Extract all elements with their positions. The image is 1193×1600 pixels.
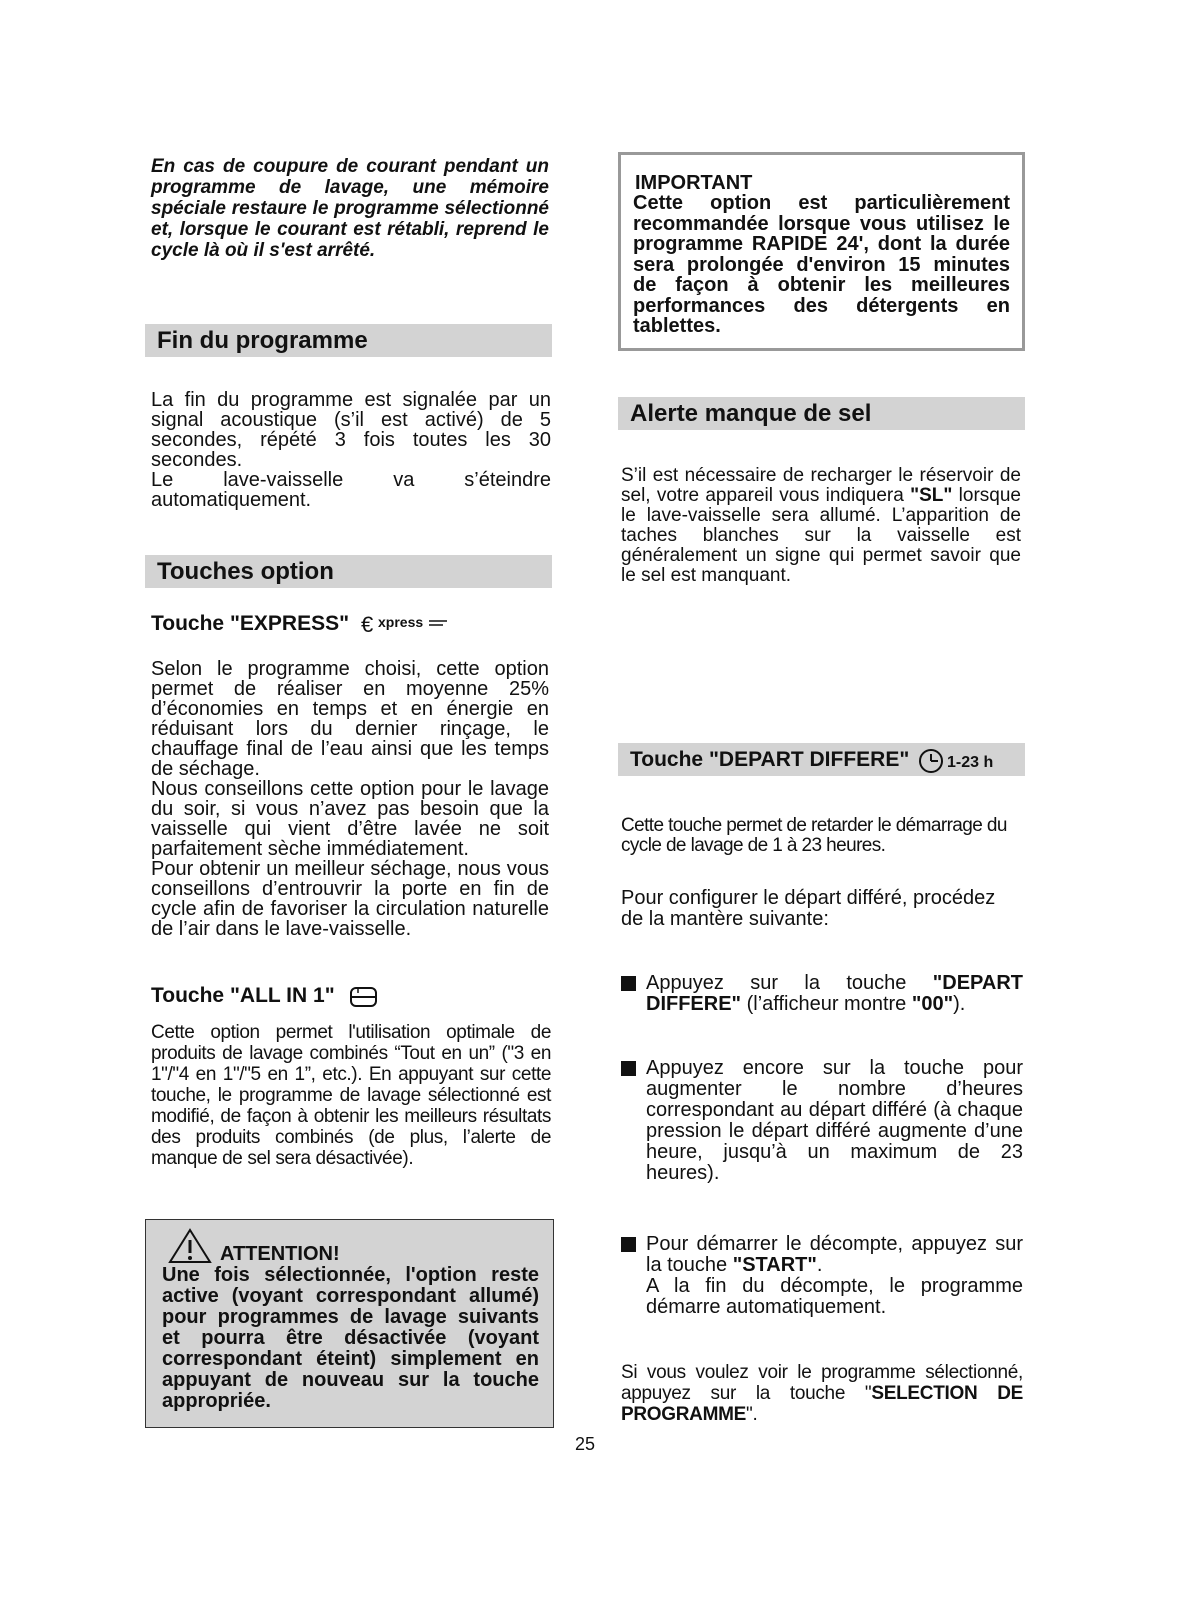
section-title-touches-option: Touches option xyxy=(145,555,552,588)
section-title-fin-programme: Fin du programme xyxy=(145,324,552,357)
important-title: IMPORTANT xyxy=(635,172,753,194)
warning-icon xyxy=(168,1228,212,1264)
express-heading xyxy=(151,612,451,637)
section-title-depart-differe xyxy=(618,743,1025,776)
step-3-text-c: A la fin du décompte, le programme démarre automatiquement. xyxy=(646,1275,1023,1318)
sel-text-part-1: S’il est nécessaire de recharger le réservoir de sel, votre appareil vous indiquera xyxy=(621,465,1021,506)
depart-step-1 xyxy=(621,973,1023,1015)
express-paragraph-3: Pour obtenir un meilleur séchage, nous vous conseillons d’entrouvrir la porte en fin de cycle afin de favoriser la circulation naturelle de l’air dans le lave-vaisselle. xyxy=(151,858,549,940)
depart-p3-text-b: ". xyxy=(746,1404,758,1425)
depart-paragraph-1: Cette touche permet de retarder le démarrage du cycle de lavage de 1 à 23 heures. xyxy=(621,815,1007,856)
sel-text xyxy=(621,466,1021,586)
step-1-display: "00" xyxy=(911,993,954,1015)
express-heading-label: Touche "EXPRESS" xyxy=(151,612,350,635)
depart-step-2-text: Appuyez encore sur la touche pour augmenter le nombre d’heures correspondant au départ différé (à chaque pression le départ différé augmente d’une heure, jusqu’à un maximum de 23 heures). xyxy=(646,1057,1023,1184)
express-paragraph-1: Selon le programme choisi, cette option permet de réaliser en moyenne 25% d’économies en temps et en énergie en réduisant lors du dernier rinçage, le chauffage final de l’eau ainsi que les temps de séchage. xyxy=(151,658,549,780)
step-1-text-b: (l’afficheur montre xyxy=(741,993,912,1015)
svg-text:€: € xyxy=(360,612,374,637)
step-1-text-a: Appuyez sur la touche xyxy=(646,972,933,994)
delay-timer-icon-text: 1-23 h xyxy=(947,753,994,771)
attention-title: ATTENTION! xyxy=(220,1243,340,1265)
step-3-text-a: Pour démarrer le décompte, appuyez sur la touche xyxy=(646,1233,1023,1276)
power-cut-note: En cas de coupure de courant pendant un programme de lavage, une mémoire spéciale restaure le programme sélectionné et, lorsque le courant est rétabli, reprend le cycle là où il s'est arrêté. xyxy=(151,156,549,261)
fin-programme-paragraph-1: La fin du programme est signalée par un signal acoustique (s’il est activé) de 5 secondes, répété 3 fois toutes les 30 secondes. xyxy=(151,389,551,471)
delay-timer-icon xyxy=(917,743,1003,777)
important-box xyxy=(618,152,1025,351)
depart-paragraph-2: Pour configurer le départ différé, procédez de la mantère suivante: xyxy=(621,887,996,930)
sel-code: "SL" xyxy=(910,485,953,506)
step-1-text-c: ). xyxy=(953,993,966,1015)
depart-differe-title: Touche "DEPART DIFFERE" xyxy=(630,748,910,771)
important-text: Cette option est particulièrement recommandée lorsque vous utilisez le programme RAPIDE 24', dont la durée sera prolongée d'environ 15 minutes de façon à obtenir les meilleures performances des détergents en tablettes. xyxy=(633,192,1010,337)
sel-text-part-2: lorsque le lave-vaisselle sera allumé. L’apparition de taches blanches sur la vaisselle est généralement un signe qui permet savoir que le sel est manquant. xyxy=(621,485,1021,586)
dishwasher-icon xyxy=(349,984,379,1008)
allin1-heading xyxy=(151,984,379,1009)
attention-text: Une fois sélectionnée, l'option reste active (voyant correspondant allumé) pour programmes de lavage suivants et pourra être désactivée (voyant correspondant éteint) simplement en appuyant de nouveau sur la touche appropriée. xyxy=(162,1264,539,1412)
bullet-square-icon xyxy=(621,976,636,991)
express-text xyxy=(151,659,549,939)
depart-paragraph-3 xyxy=(621,1362,1023,1425)
allin1-heading-label: Touche "ALL IN 1" xyxy=(151,984,335,1007)
express-icon xyxy=(361,612,451,636)
page-number: 25 xyxy=(575,1434,596,1454)
fin-programme-paragraph-2: Le lave-vaisselle va s’éteindre automatiquement. xyxy=(151,469,551,511)
express-paragraph-2: Nous conseillons cette option pour le lavage du soir, si vous n’avez pas besoin que la vaisselle qui vient d’être lavée ne soit parfaitement sèche immédiatement. xyxy=(151,778,549,860)
allin1-text: Cette option permet l'utilisation optimale de produits de lavage combinés “Tout en un” ("3 en 1"/"4 en 1"/"5 en 1”, etc.). En appuyant sur cette touche, le programme de lavage sélectionné est modifié, de façon à obtenir les meilleurs résultats des produits combinés (de plus, l’alerte de manque de sel sera désactivée). xyxy=(151,1022,551,1169)
fin-programme-text xyxy=(151,390,551,510)
depart-step-3-text xyxy=(646,1234,1023,1318)
attention-box xyxy=(145,1219,554,1428)
depart-p3-text-a: Si vous voulez voir le programme sélectionné, appuyez sur la touche " xyxy=(621,1362,1023,1404)
depart-step-2 xyxy=(621,1058,1023,1184)
depart-step-3 xyxy=(621,1234,1023,1318)
step-1-key: "DEPART DIFFERE" xyxy=(646,972,1023,1015)
depart-p3-key: SELECTION DE PROGRAMME xyxy=(621,1383,1023,1425)
section-title-alerte-sel: Alerte manque de sel xyxy=(618,397,1025,430)
bullet-square-icon xyxy=(621,1237,636,1252)
depart-step-1-text xyxy=(646,973,1023,1015)
bullet-square-icon xyxy=(621,1061,636,1076)
step-3-text-b: . xyxy=(816,1254,823,1276)
step-3-key: "START" xyxy=(732,1254,817,1276)
express-icon-text: xpress xyxy=(377,613,424,630)
attention-header xyxy=(162,1228,539,1264)
